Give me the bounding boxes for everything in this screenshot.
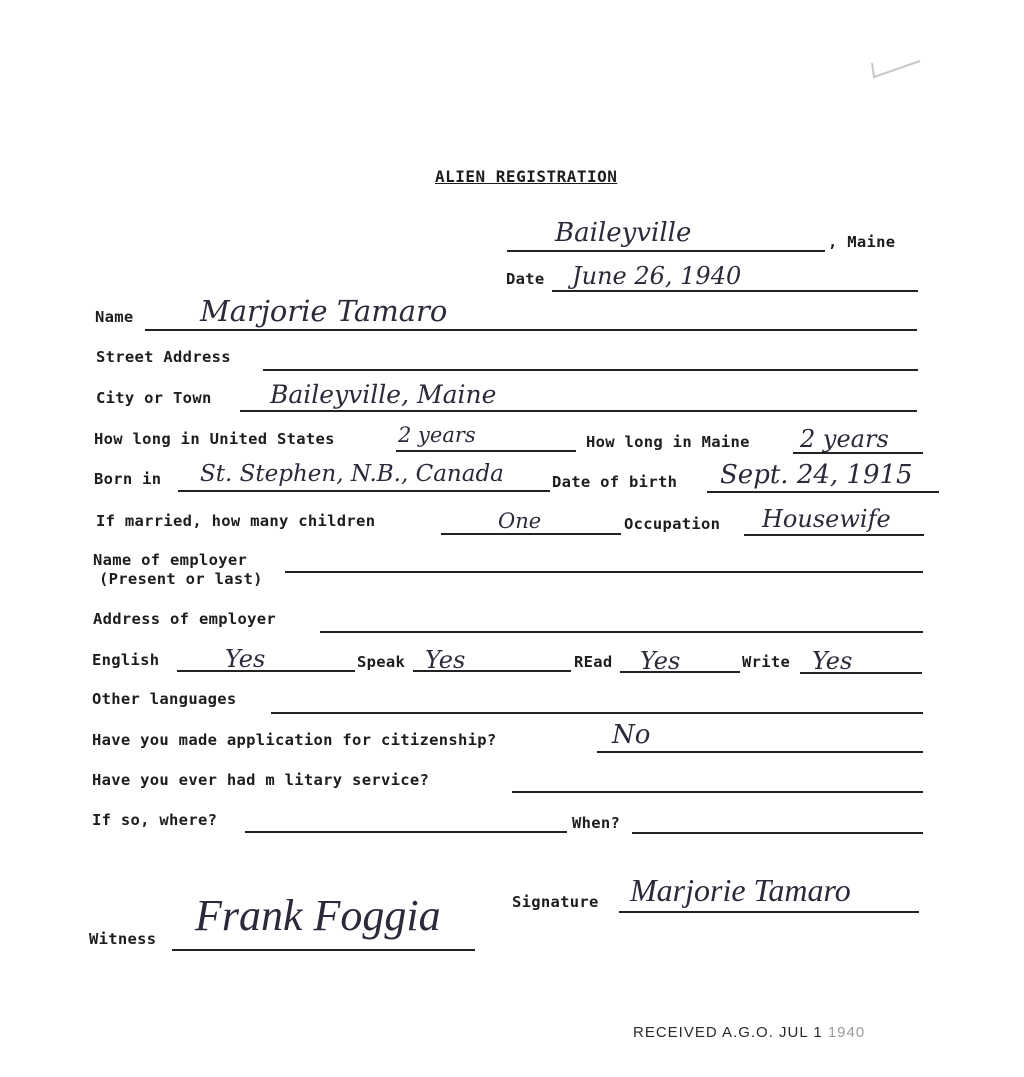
born-in-value: St. Stephen, N.B., Canada bbox=[200, 461, 504, 487]
write-value: Yes bbox=[812, 647, 853, 675]
date-label: Date bbox=[506, 270, 545, 288]
born-in-line bbox=[178, 490, 550, 492]
signature-line bbox=[619, 911, 919, 913]
received-stamp-year: 1940 bbox=[827, 1024, 866, 1041]
name-line bbox=[145, 329, 917, 331]
english-value: Yes bbox=[225, 645, 266, 673]
english-label: English bbox=[92, 651, 160, 669]
speak-value: Yes bbox=[425, 646, 466, 674]
when-line bbox=[632, 832, 923, 834]
employer-address-line bbox=[320, 631, 923, 633]
how-long-maine-line bbox=[793, 452, 923, 454]
received-stamp-text: RECEIVED A.G.O. JUL 1 bbox=[633, 1024, 823, 1041]
born-in-label: Born in bbox=[94, 470, 162, 488]
witness-label: Witness bbox=[89, 930, 157, 948]
dob-value: Sept. 24, 1915 bbox=[720, 460, 913, 490]
english-line bbox=[177, 670, 355, 672]
military-label: Have you ever had m litary service? bbox=[92, 771, 430, 789]
children-value: One bbox=[498, 509, 542, 533]
city-value: Baileyville, Maine bbox=[270, 380, 497, 409]
citizenship-label: Have you made application for citizenship? bbox=[92, 731, 497, 749]
occupation-label: Occupation bbox=[624, 515, 721, 533]
street-label: Street Address bbox=[96, 348, 231, 366]
state-label: , Maine bbox=[828, 233, 896, 251]
date-line bbox=[552, 290, 918, 292]
dob-label: Date of birth bbox=[552, 473, 678, 491]
write-line bbox=[800, 672, 922, 674]
witness-line bbox=[172, 949, 475, 951]
dob-line bbox=[707, 491, 939, 493]
signature-value: Marjorie Tamaro bbox=[630, 872, 851, 908]
when-label: When? bbox=[572, 814, 621, 832]
city-label: City or Town bbox=[96, 389, 212, 407]
how-long-maine-label: How long in Maine bbox=[586, 433, 750, 451]
witness-value: Frank Foggia bbox=[195, 891, 441, 940]
children-label: If married, how many children bbox=[96, 512, 376, 530]
speak-label: Speak bbox=[357, 653, 406, 671]
check-mark-icon bbox=[868, 55, 928, 85]
street-line bbox=[263, 369, 918, 371]
where-label: If so, where? bbox=[92, 811, 218, 829]
write-label: Write bbox=[742, 653, 791, 671]
signature-label: Signature bbox=[512, 893, 599, 911]
where-line bbox=[245, 831, 567, 833]
received-stamp bbox=[633, 1024, 865, 1041]
citizenship-line bbox=[597, 751, 923, 753]
military-line bbox=[512, 791, 923, 793]
occupation-value: Housewife bbox=[762, 505, 891, 533]
speak-line bbox=[413, 670, 571, 672]
citizenship-value: No bbox=[612, 720, 651, 750]
name-label: Name bbox=[95, 308, 134, 326]
occupation-line bbox=[744, 534, 924, 536]
employer-name-label: Name of employer bbox=[93, 551, 248, 569]
how-long-us-line bbox=[396, 450, 576, 452]
form-title: ALIEN REGISTRATION bbox=[435, 167, 618, 186]
how-long-us-label: How long in United States bbox=[94, 430, 335, 448]
city-line bbox=[240, 410, 917, 412]
read-label: REad bbox=[574, 653, 613, 671]
name-value: Marjorie Tamaro bbox=[200, 294, 448, 328]
how-long-us-value: 2 years bbox=[398, 423, 476, 447]
employer-address-label: Address of employer bbox=[93, 610, 277, 628]
read-value: Yes bbox=[640, 647, 681, 675]
employer-name-line bbox=[285, 571, 923, 573]
children-line bbox=[441, 533, 621, 535]
town-line bbox=[507, 250, 825, 252]
how-long-maine-value: 2 years bbox=[800, 425, 889, 453]
other-languages-label: Other languages bbox=[92, 690, 237, 708]
other-languages-line bbox=[271, 712, 923, 714]
read-line bbox=[620, 671, 740, 673]
date-value: June 26, 1940 bbox=[572, 262, 742, 290]
town-value: Baileyville bbox=[555, 218, 692, 248]
employer-note-label: (Present or last) bbox=[99, 570, 263, 588]
